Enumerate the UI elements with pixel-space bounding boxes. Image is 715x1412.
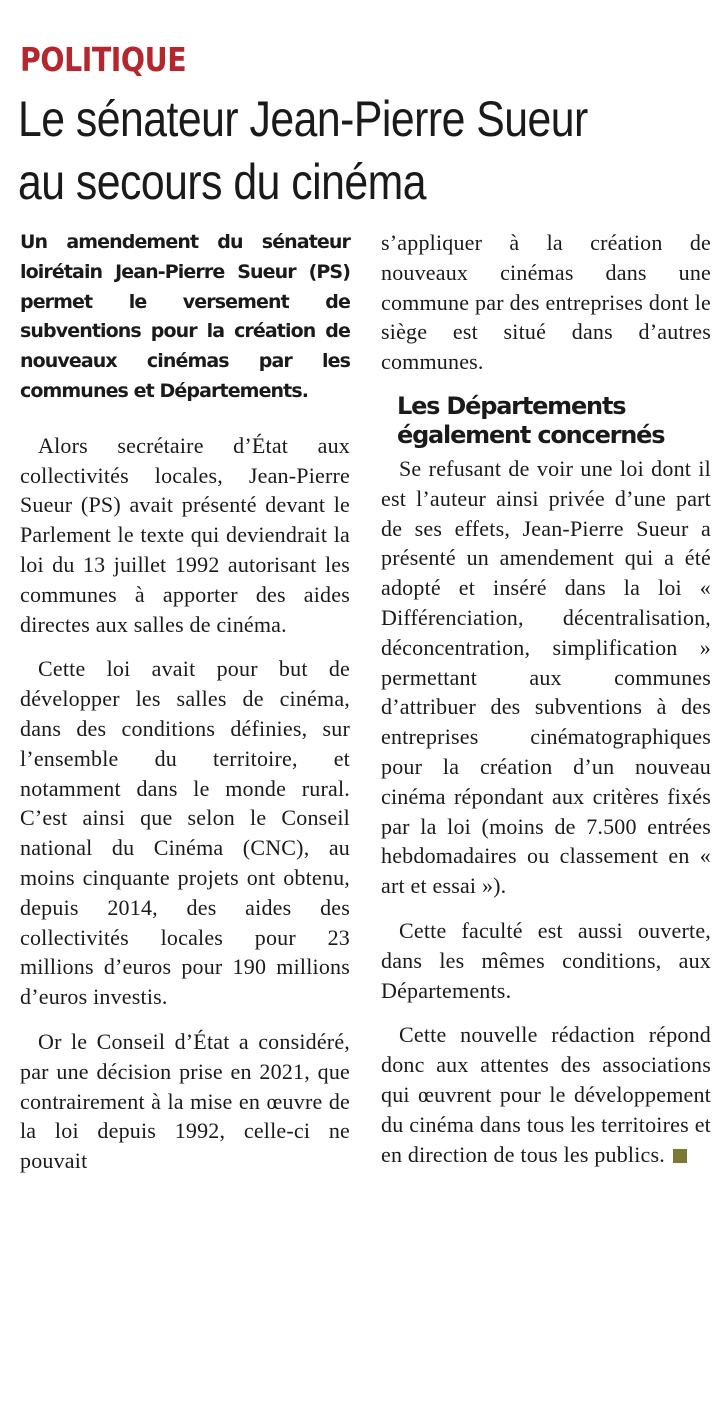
article-headline xyxy=(18,88,702,214)
end-of-article-icon xyxy=(673,1149,687,1163)
body-paragraph: Se refusant de voir une loi dont il est l’auteur ainsi privée d’une part de ses effets, Jean-Pierre Sueur a présenté un amendement qui a été adopté et inséré dans la loi « Différenciation, décentralisation, déconcentration, simplification » permettant aux communes d’attribuer des subventions à des entreprises cinématographiques pour la création d’un nouveau cinéma répondant aux critères fixés par la loi (moins de 7.500 entrées hebdomadaires ou classement en « art et essai »). xyxy=(381,455,711,899)
section-subhead xyxy=(397,392,711,450)
last-paragraph-text: Cette nouvelle rédaction répond donc aux attentes des associations qui œuvrent pour le développement du cinéma dans tous les territoires et en direction de tous les publics. xyxy=(381,1022,711,1167)
article-lede: Un amendement du sénateur loirétain Jean-Pierre Sueur (PS) permet le versement de subventions pour la création de nouveaux cinémas par les communes et Départements. xyxy=(20,231,350,402)
headline-line-2: au secours du cinéma xyxy=(18,154,426,210)
body-paragraph-continued: s’appliquer à la création de nouveaux cinémas dans une commune par des entreprises dont le siège est situé dans d’autres communes. xyxy=(381,230,711,375)
subhead-line-2: également concernés xyxy=(397,420,665,449)
body-paragraph: Or le Conseil d’État a considéré, par une décision prise en 2021, que contrairement à la mise en œuvre de la loi depuis 1992, celle-ci ne pouvait xyxy=(20,1028,350,1174)
section-kicker: POLITIQUE xyxy=(20,40,187,79)
headline-line-1: Le sénateur Jean-Pierre Sueur xyxy=(18,91,588,147)
left-column xyxy=(20,228,350,1191)
body-paragraph: Cette faculté est aussi ouverte, dans les mêmes conditions, aux Départements. xyxy=(381,917,711,1003)
body-paragraph: Cette loi avait pour but de développer les salles de cinéma, dans des conditions définies, sur l’ensemble du territoire, et notamment dans le monde rural. C’est ainsi que selon le Conseil national du Cinéma (CNC), au moins cinquante projets ont obtenu, depuis 2014, des aides des collectivités locales pour 23 millions d’euros pour 190 millions d’euros investis. xyxy=(20,656,350,1010)
body-paragraph-last xyxy=(381,1020,711,1169)
right-column xyxy=(381,228,711,1184)
body-paragraph: Alors secrétaire d’État aux collectivités locales, Jean-Pierre Sueur (PS) avait présenté devant le Parlement le texte qui deviendrait la loi du 13 juillet 1992 autorisant les communes à apporter des aides directes aux salles de cinéma. xyxy=(20,432,350,637)
subhead-line-1: Les Départements xyxy=(397,391,626,420)
